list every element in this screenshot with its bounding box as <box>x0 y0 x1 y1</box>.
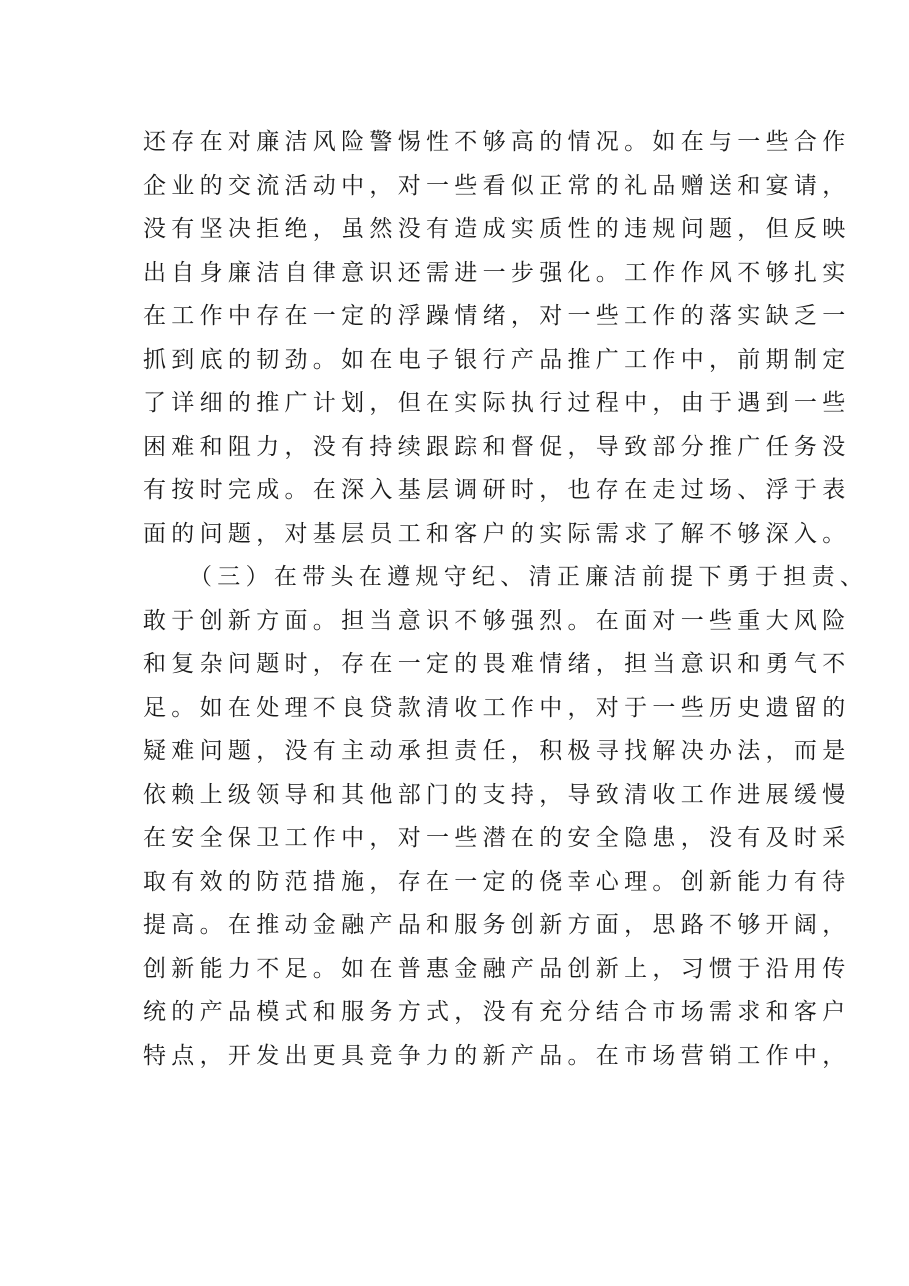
text-line: 取有效的防范措施，存在一定的侥幸心理。创新能力有待 <box>143 868 851 895</box>
text-line: 和复杂问题时，存在一定的畏难情绪，担当意识和勇气不 <box>143 651 851 677</box>
text-line: 了详细的推广计划，但在实际执行过程中，由于遇到一些 <box>143 390 851 416</box>
section-heading-line: （三）在带头在遵规守纪、清正廉洁前提下勇于担责、 <box>189 564 869 590</box>
text-line: 依赖上级领导和其他部门的支持，导致清收工作进展缓慢 <box>143 781 851 808</box>
text-line: 在工作中存在一定的浮躁情绪，对一些工作的落实缺乏一 <box>143 303 851 329</box>
text-line: 统的产品模式和服务方式，没有充分结合市场需求和客户 <box>143 999 851 1025</box>
text-line: 困难和阻力，没有持续跟踪和督促，导致部分推广任务没 <box>143 433 851 460</box>
text-line: 敢于创新方面。担当意识不够强烈。在面对一些重大风险 <box>143 607 851 634</box>
text-line: 有按时完成。在深入基层调研时，也存在走过场、浮于表 <box>143 477 851 503</box>
text-line: 足。如在处理不良贷款清收工作中，对于一些历史遗留的 <box>143 694 851 721</box>
text-line: 面的问题，对基层员工和客户的实际需求了解不够深入。 <box>143 520 851 547</box>
text-line: 疑难问题，没有主动承担责任，积极寻找解决办法，而是 <box>143 738 851 764</box>
text-line: 抓到底的韧劲。如在电子银行产品推广工作中，前期制定 <box>143 346 851 373</box>
text-line: 在安全保卫工作中，对一些潜在的安全隐患，没有及时采 <box>143 825 851 851</box>
body-text <box>143 121 869 1078</box>
text-line: 还存在对廉洁风险警惕性不够高的情况。如在与一些合作 <box>143 129 851 155</box>
text-line: 创新能力不足。如在普惠金融产品创新上，习惯于沿用传 <box>143 955 851 982</box>
text-line: 没有坚决拒绝，虽然没有造成实质性的违规问题，但反映 <box>143 216 851 242</box>
text-line: 提高。在推动金融产品和服务创新方面，思路不够开阔， <box>143 912 851 938</box>
text-line: 特点，开发出更具竞争力的新产品。在市场营销工作中， <box>143 1042 851 1069</box>
text-line: 企业的交流活动中，对一些看似正常的礼品赠送和宴请， <box>143 172 851 199</box>
text-line: 出自身廉洁自律意识还需进一步强化。工作作风不够扎实 <box>143 259 851 286</box>
